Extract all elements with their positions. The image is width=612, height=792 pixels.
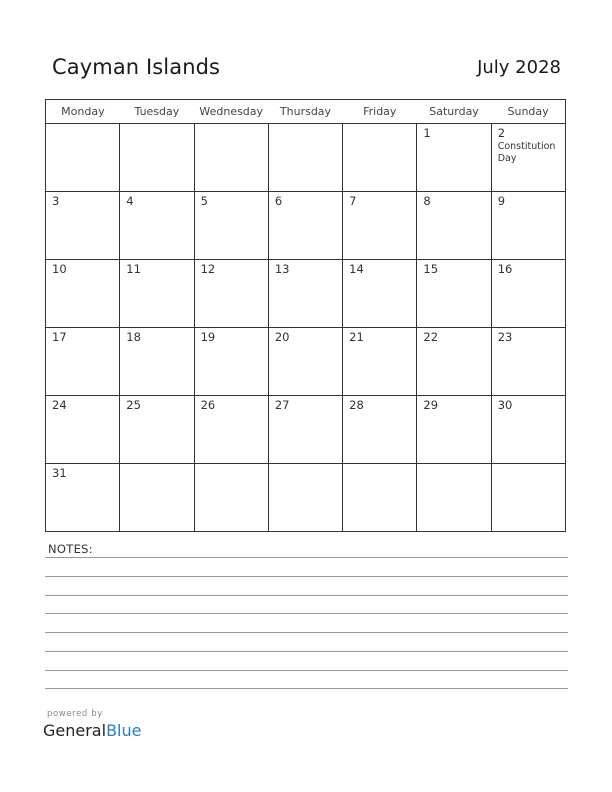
day-number: 4	[126, 194, 134, 208]
day-cell	[343, 260, 417, 328]
day-cell	[417, 396, 491, 464]
day-number: 6	[274, 194, 283, 208]
day-cell	[194, 260, 268, 328]
day-number: 31	[52, 466, 67, 480]
week-row	[46, 464, 566, 532]
day-number: 28	[349, 398, 364, 412]
brand-general: General	[43, 721, 107, 740]
note-line	[45, 688, 568, 689]
brand-blue: Blue	[106, 721, 142, 740]
day-cell	[194, 464, 268, 532]
day-cell	[343, 328, 417, 396]
weekday-header: Saturday	[417, 100, 491, 124]
day-number: 16	[497, 262, 513, 276]
day-number: 23	[497, 330, 513, 344]
day-number: 7	[349, 194, 357, 208]
weekday-header-row	[46, 100, 566, 124]
day-cell	[120, 124, 194, 192]
day-number: 22	[423, 330, 439, 344]
day-cell	[120, 396, 194, 464]
note-line	[45, 670, 568, 671]
day-number: 9	[497, 194, 506, 208]
day-number: 5	[200, 194, 208, 208]
day-cell	[491, 328, 565, 396]
day-number: 27	[274, 398, 290, 412]
day-cell	[343, 124, 417, 192]
weekday-header: Friday	[343, 100, 417, 124]
note-line	[45, 595, 568, 596]
week-row	[46, 124, 566, 192]
day-cell	[120, 464, 194, 532]
day-number: 20	[274, 330, 290, 344]
day-number: 1	[423, 126, 431, 140]
day-cell	[194, 124, 268, 192]
day-number: 8	[423, 194, 431, 208]
brand-logo	[43, 721, 141, 740]
holiday-label: Constitution Day	[497, 141, 556, 164]
day-cell	[417, 192, 491, 260]
day-number: 11	[126, 262, 141, 276]
week-row	[46, 328, 566, 396]
note-line	[45, 651, 568, 652]
weekday-header: Thursday	[268, 100, 342, 124]
day-cell	[46, 464, 120, 532]
day-cell	[268, 260, 342, 328]
day-cell	[491, 464, 565, 532]
day-number: 15	[423, 262, 439, 276]
day-cell	[46, 192, 120, 260]
day-number: 14	[349, 262, 364, 276]
day-number: 25	[126, 398, 141, 412]
day-cell	[46, 328, 120, 396]
day-cell	[120, 260, 194, 328]
day-cell	[46, 396, 120, 464]
day-cell	[491, 260, 565, 328]
day-number: 19	[200, 330, 216, 344]
day-cell	[268, 192, 342, 260]
day-cell	[343, 464, 417, 532]
day-number: 24	[52, 398, 67, 412]
day-cell	[268, 464, 342, 532]
calendar-title: Cayman Islands	[52, 55, 221, 79]
day-number: 29	[423, 398, 439, 412]
note-line	[45, 576, 568, 577]
day-cell	[194, 328, 268, 396]
day-cell	[343, 396, 417, 464]
day-cell	[46, 124, 120, 192]
calendar-grid	[45, 99, 566, 532]
day-cell	[268, 328, 342, 396]
day-cell	[417, 124, 491, 192]
day-number: 26	[200, 398, 216, 412]
day-cell	[491, 192, 565, 260]
powered-by-text: powered by	[47, 709, 103, 719]
day-number: 10	[52, 262, 67, 276]
day-cell	[268, 396, 342, 464]
day-cell	[268, 124, 342, 192]
day-cell	[46, 260, 120, 328]
day-cell	[417, 260, 491, 328]
day-cell	[491, 396, 565, 464]
week-row	[46, 260, 566, 328]
day-number: 18	[126, 330, 141, 344]
day-number: 2	[497, 126, 506, 140]
weekday-header: Sunday	[491, 100, 565, 124]
day-number: 30	[497, 398, 513, 412]
day-number: 13	[274, 262, 290, 276]
day-cell	[120, 192, 194, 260]
day-cell	[417, 464, 491, 532]
week-row	[46, 396, 566, 464]
note-line	[45, 557, 568, 558]
day-number: 12	[200, 262, 216, 276]
calendar-month: July 2028	[477, 57, 561, 78]
day-cell	[194, 192, 268, 260]
day-cell	[194, 396, 268, 464]
week-row	[46, 192, 566, 260]
note-line	[45, 632, 568, 633]
notes-label: NOTES:	[48, 542, 93, 556]
day-cell	[343, 192, 417, 260]
day-number: 3	[52, 194, 60, 208]
weekday-header: Monday	[46, 100, 120, 124]
weekday-header: Tuesday	[120, 100, 194, 124]
day-cell	[491, 124, 565, 192]
weekday-header: Wednesday	[194, 100, 268, 124]
day-number: 21	[349, 330, 364, 344]
note-line	[45, 613, 568, 614]
day-cell	[417, 328, 491, 396]
day-number: 17	[52, 330, 67, 344]
day-cell	[120, 328, 194, 396]
